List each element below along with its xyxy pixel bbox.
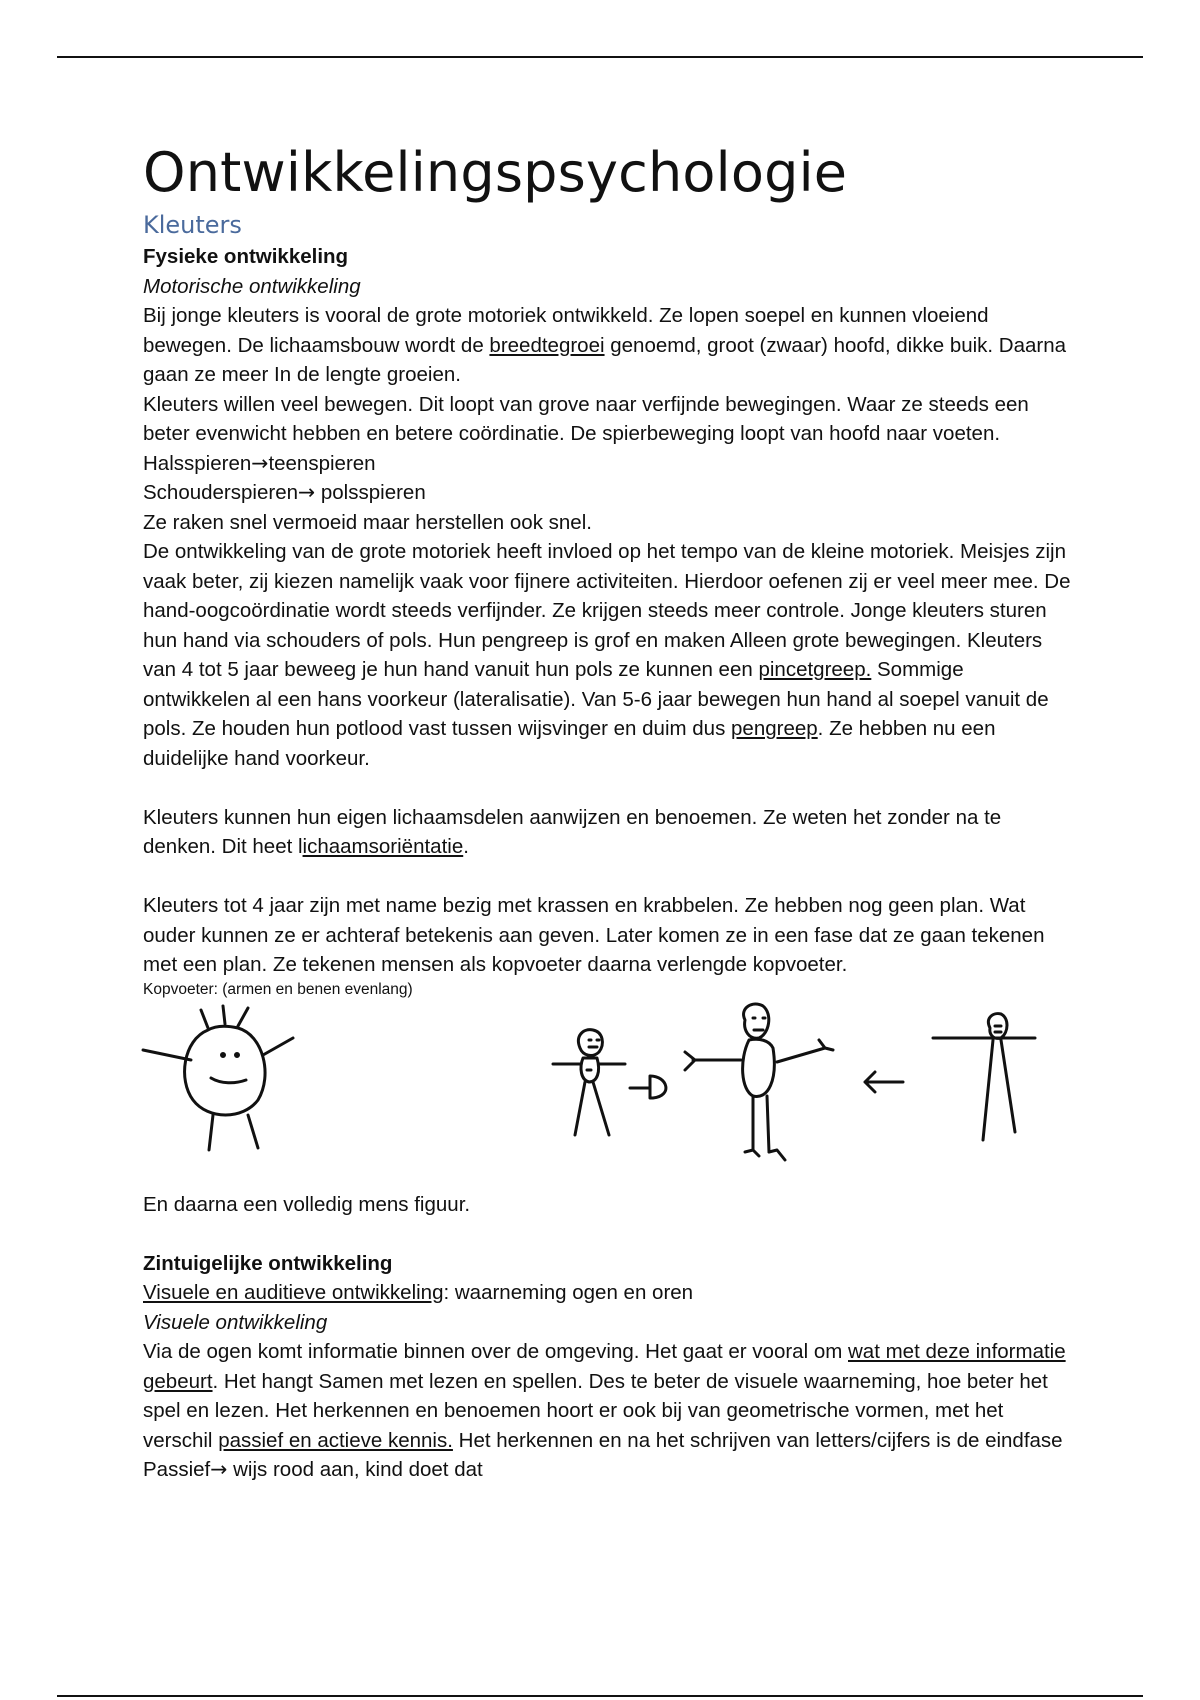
heading-fysieke: Fysieke ontwikkeling — [143, 245, 349, 268]
arrow-right-icon: → — [251, 450, 269, 475]
term-passief-actief: passief en actieve kennis. — [218, 1428, 453, 1452]
paragraph-visuele-ontwikkeling — [143, 1337, 1073, 1455]
caption-kopvoeter: Kopvoeter: (armen en benen evenlang) — [143, 980, 413, 998]
paragraph-lichaamsorientatie — [143, 803, 1073, 862]
text: polsspieren — [315, 481, 426, 504]
text: . Het hangt Samen met lezen en spellen. Des te beter de visuele waarneming, hoe beter het spel en lezen. Het herkennen en benoemen hoort er ook bij van geometrische vormen, met het verschil — [143, 1369, 1048, 1452]
spacer — [143, 862, 1073, 892]
term-breedtegroei: breedtegroei — [489, 333, 605, 357]
text: Halsspieren — [143, 451, 252, 475]
text: Schouderspieren — [143, 481, 298, 504]
text: genoemd, groot (zwaar) hoofd, dikke buik. Daarna gaan ze meer In de lengte groeien. — [143, 333, 1067, 386]
text: Sommige ontwikkelen al een hans voorkeur (lateralisatie). Van 5-6 jaar bewegen hun hand al soepel vanuit de pols. Ze houden hun potlood vast tussen wijsvinger en duim dus — [143, 658, 1049, 740]
term-pengreep: pengreep — [731, 717, 818, 740]
line-schouderspieren — [143, 478, 1073, 508]
line-visuele-auditieve — [143, 1278, 1073, 1308]
section-title: Kleuters — [143, 211, 242, 239]
arrow-right-icon: → — [210, 1457, 228, 1481]
text: teenspieren — [268, 451, 376, 475]
subheading-visueel: Visuele ontwikkeling — [143, 1310, 328, 1334]
drawings-figures — [113, 1000, 1113, 1190]
paragraph-tekenen: Kleuters tot 4 jaar zijn met name bezig met krassen en krabbelen. Ze hebben nog geen plan. Wat ouder kunnen ze er achteraf betekenis aan geven. Later komen ze in een fase dat ze gaan tekenen met een plan. Ze tekenen mensen als kopvoeter daarna verlengde kopvoeter. — [143, 894, 1045, 976]
term-pincetgreep: pincetgreep. — [758, 658, 872, 681]
term-informatie: wat met deze informatie gebeurt — [143, 1340, 1066, 1393]
paragraph-kleine-motoriek — [143, 537, 1073, 773]
hand-drawn-figures — [113, 1000, 1113, 1190]
text: wijs rood aan, kind doet dat — [227, 1458, 483, 1481]
text: Bij jonge kleuters is vooral de grote motoriek ontwikkeld. Ze lopen soepel en kunnen vloeiend bewegen. De lichaamsbouw wordt de — [143, 304, 989, 357]
kopvoeter-drawing — [143, 1006, 293, 1150]
term-visuele-auditieve: Visuele en auditieve ontwikkeling — [143, 1281, 444, 1304]
heading-zintuigelijk: Zintuigelijke ontwikkeling — [143, 1251, 393, 1275]
text: : waarneming ogen en oren — [443, 1281, 694, 1304]
spacer — [143, 1219, 1073, 1249]
subheading-motorisch: Motorische ontwikkeling — [143, 274, 361, 298]
small-kopvoeter-drawing — [553, 1029, 666, 1134]
verlengde-kopvoeter-2-drawing — [933, 1013, 1035, 1139]
text: Passief — [143, 1458, 211, 1481]
verlengde-kopvoeter-drawing — [685, 1003, 903, 1159]
paragraph-vermoeid: Ze raken snel vermoeid maar herstellen ook snel. — [143, 510, 592, 534]
arrow-right-icon: → — [298, 480, 316, 504]
paragraph-breedtegroei — [143, 301, 1073, 390]
paragraph-bewegen: Kleuters willen veel bewegen. Dit loopt van grove naar verfijnde bewegingen. Waar ze steeds een beter evenwicht hebben en betere coördinatie. De spierbeweging loopt van hoofd naar voeten. — [143, 392, 1029, 445]
text: Via de ogen komt informatie binnen over de omgeving. Het gaat er vooral om — [143, 1340, 848, 1363]
spacer — [143, 773, 1073, 803]
top-rule — [57, 56, 1143, 58]
line-passief — [143, 1455, 1073, 1485]
text: Kleuters kunnen hun eigen lichaamsdelen aanwijzen en benoemen. Ze weten het zonder na te denken. Dit heet l — [143, 805, 1002, 858]
bottom-rule — [57, 1695, 1143, 1697]
text: . Ze hebben nu een duidelijke hand voorkeur. — [143, 717, 996, 770]
text: De ontwikkeling van de grote motoriek heeft invloed op het tempo van de kleine motoriek. Meisjes zijn vaak beter, zij kiezen namelijk vaak voor fijnere activiteiten. Hierdoor oefenen zij er veel meer mee. De hand-oogcoördinatie wordt steeds verfijnder. Ze krijgen steeds meer controle. Jonge kleuters sturen hun hand via schouders of pols. Hun pengreep is grof en maken Alleen grote bewegingen. Kleuters van 4 tot 5 jaar beweeg je hun hand vanuit hun pols ze kunnen een — [143, 540, 1071, 681]
paragraph-volledig-mens: En daarna een volledig mens figuur. — [143, 1192, 471, 1216]
document-body — [143, 138, 1073, 1485]
page-title: Ontwikkelingspsychologie — [143, 141, 848, 204]
text: . — [463, 835, 469, 858]
line-halsspieren — [143, 449, 1073, 479]
term-lichaamsorientatie: ichaamsoriëntatie — [302, 835, 464, 858]
text: Het herkennen en na het schrijven van letters/cijfers is de eindfase — [452, 1428, 1063, 1452]
